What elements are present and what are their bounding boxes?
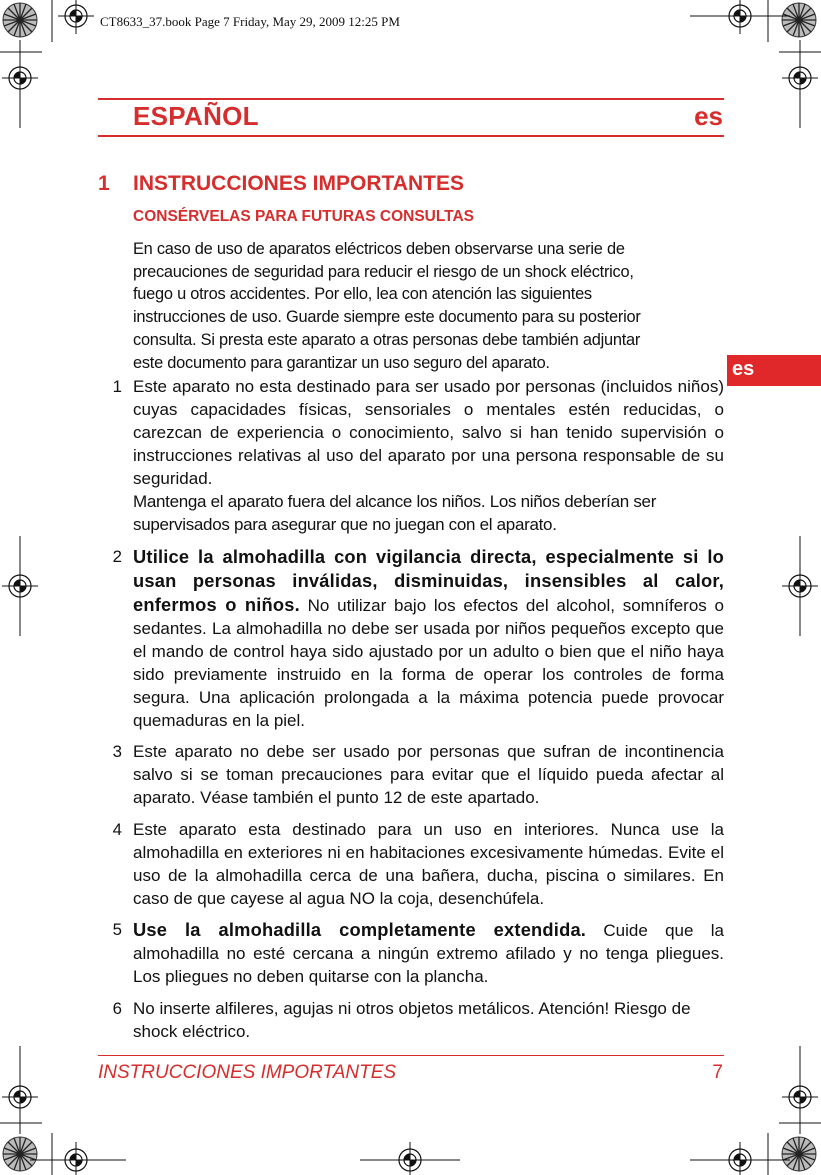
intro-line: consulta. Si presta este aparato a otras personas debe también adjuntar <box>133 330 641 349</box>
intro-line: precauciones de seguridad para reducir el riesgo de un shock eléctrico, <box>133 262 634 281</box>
starburst-mark <box>782 3 816 37</box>
intro-line: este documento para garantizar un uso seguro del aparato. <box>133 353 550 372</box>
list-item <box>98 997 724 1043</box>
footer-title: INSTRUCCIONES IMPORTANTES <box>98 1062 397 1083</box>
item-number: 5 <box>112 920 122 939</box>
item-text <box>133 997 724 1043</box>
header-rule-bottom <box>98 135 724 137</box>
item-text <box>133 545 724 732</box>
list-item <box>98 818 724 910</box>
item-number: 1 <box>112 377 122 396</box>
page-number: 7 <box>712 1062 723 1083</box>
list-item <box>98 545 724 732</box>
starburst-mark <box>782 1137 816 1171</box>
item-text <box>133 818 724 910</box>
list-item <box>98 375 724 536</box>
registration-mark <box>58 0 94 34</box>
starburst-mark <box>3 1137 37 1171</box>
intro-paragraph <box>133 238 723 374</box>
item-extra: Mantenga el aparato fuera del alcance los niños. Los niños deberían ser supervisados para asegurar que no juegan con el aparato. <box>133 492 657 534</box>
item-body: No inserte alfileres, agujas ni otros objetos metálicos. Atención! Riesgo de shock eléctrico. <box>133 998 691 1041</box>
registration-mark <box>722 1142 758 1175</box>
item-lead: Utilice la almohadilla con vigilancia directa, especialmente si lo usan personas inválidas, disminuidas, insensibles al calor, enfermos o niños. <box>133 545 724 615</box>
language-side-tab: es <box>727 355 821 386</box>
item-body: Este aparato no debe ser usado por personas que sufran de incontinencia salvo si se toman precauciones para evitar que el líquido pueda afectar al aparato. Véase también el punto 12 de este apartado. <box>133 742 724 807</box>
item-body: Este aparato esta destinado para un uso en interiores. Nunca use la almohadilla en exteriores ni en habitaciones excesivamente húmedas. Evite el uso de la almohadilla cerca de una bañera, ducha, piscina o similares. En caso de que cayese al agua NO la coja, desenchúfela. <box>133 819 724 908</box>
item-body: Cuide que la almohadilla no esté cercana a ningún extremo afilado y no tenga pliegues. Los pliegues no deben quitarse con la plancha. <box>133 921 724 986</box>
starburst-mark <box>3 3 37 37</box>
item-number: 3 <box>112 742 122 761</box>
item-number: 2 <box>112 546 122 566</box>
item-lead: Use la almohadilla completamente extendida. <box>133 919 587 940</box>
registration-mark <box>58 1142 94 1175</box>
header-title: ESPAÑOL <box>133 101 259 131</box>
item-text <box>133 740 724 809</box>
section-number: 1 <box>98 172 110 195</box>
registration-mark <box>722 0 758 34</box>
instruction-list <box>98 375 724 1051</box>
header-rule-top <box>98 98 724 100</box>
intro-line: fuego u otros accidentes. Por ello, lea con atención las siguientes <box>133 285 592 304</box>
section-subtitle: CONSÉRVELAS PARA FUTURAS CONSULTAS <box>133 208 475 225</box>
footer-rule <box>98 1055 724 1056</box>
item-body: Este aparato no esta destinado para ser usado por personas (incluidos niños) cuyas capacidades físicas, sensoriales o mentales estén reducidas, o carezcan de experiencia o conocimiento, salvo si han tenido supervisión o instrucciones relativas al uso del aparato por una persona responsable de su seguridad. <box>133 377 724 488</box>
list-item <box>98 740 724 809</box>
section-title: INSTRUCCIONES IMPORTANTES <box>133 172 464 195</box>
registration-mark <box>392 1142 428 1175</box>
list-item <box>98 918 724 988</box>
item-body: No utilizar bajo los efectos del alcohol, somníferos o sedantes. La almohadilla no debe ser usada por niños pequeños excepto que el mando de control haya sido ajustado por un adulto o bien que el niño haya sido previamente instruido en la forma de operar los controles de forma segura. Una aplicación prolongada a la máxima potencia puede provocar quemaduras en la piel. <box>133 595 725 730</box>
print-info: CT8633_37.book Page 7 Friday, May 29, 2009 12:25 PM <box>100 14 400 29</box>
item-number: 4 <box>112 819 122 839</box>
item-text <box>133 918 724 988</box>
header-language-code: es <box>694 101 723 131</box>
item-text <box>133 375 724 536</box>
intro-line: En caso de uso de aparatos eléctricos deben observarse una serie de <box>133 240 625 258</box>
intro-line: instrucciones de uso. Guarde siempre este documento para su posterior <box>133 308 641 327</box>
item-number: 6 <box>112 998 122 1018</box>
